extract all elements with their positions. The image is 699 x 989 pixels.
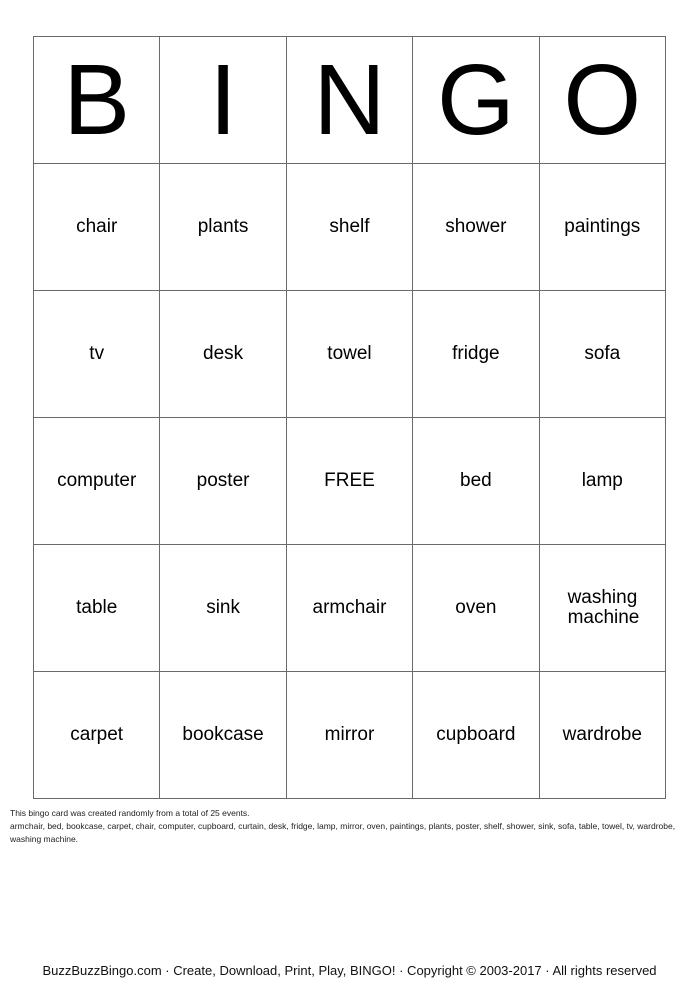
bingo-header-row [34,37,666,164]
header-letter-b: B [34,37,160,164]
info-event-list: armchair, bed, bookcase, carpet, chair, computer, cupboard, curtain, desk, fridge, lamp, mirror, oven, paintings, plants, poster, shelf, shower, sink, sofa, table, towel, tv, wardrobe, washing machine. [10,821,676,844]
bingo-row [34,672,666,799]
bingo-row [34,291,666,418]
info-summary: This bingo card was created randomly from a total of 25 events. [10,808,250,818]
bingo-row [34,418,666,545]
bingo-cell: wardrobe [539,672,665,799]
bingo-cell: sofa [539,291,665,418]
bingo-cell: carpet [34,672,160,799]
footer-copyright: BuzzBuzzBingo.com · Create, Download, Print, Play, BINGO! · Copyright © 2003-2017 · All rights reserved [42,963,657,978]
card-info [10,807,690,846]
bingo-cell: armchair [286,545,412,672]
bingo-cell: paintings [539,164,665,291]
bingo-row [34,164,666,291]
bingo-cell: table [34,545,160,672]
bingo-cell: washing machine [539,545,665,672]
header-letter-n: N [286,37,412,164]
bingo-cell: bed [413,418,539,545]
bingo-row [34,545,666,672]
bingo-free-cell: FREE [286,418,412,545]
bingo-cell: plants [160,164,286,291]
header-letter-i: I [160,37,286,164]
bingo-cell: computer [34,418,160,545]
bingo-cell: lamp [539,418,665,545]
bingo-cell: oven [413,545,539,672]
bingo-cell: cupboard [413,672,539,799]
header-letter-g: G [413,37,539,164]
bingo-cell: fridge [413,291,539,418]
bingo-cell: shower [413,164,539,291]
header-letter-o: O [539,37,665,164]
bingo-cell: bookcase [160,672,286,799]
bingo-card [33,36,666,799]
bingo-cell: towel [286,291,412,418]
bingo-cell: tv [34,291,160,418]
bingo-cell: poster [160,418,286,545]
bingo-cell: sink [160,545,286,672]
bingo-cell: shelf [286,164,412,291]
bingo-cell: chair [34,164,160,291]
bingo-cell: mirror [286,672,412,799]
bingo-cell: desk [160,291,286,418]
